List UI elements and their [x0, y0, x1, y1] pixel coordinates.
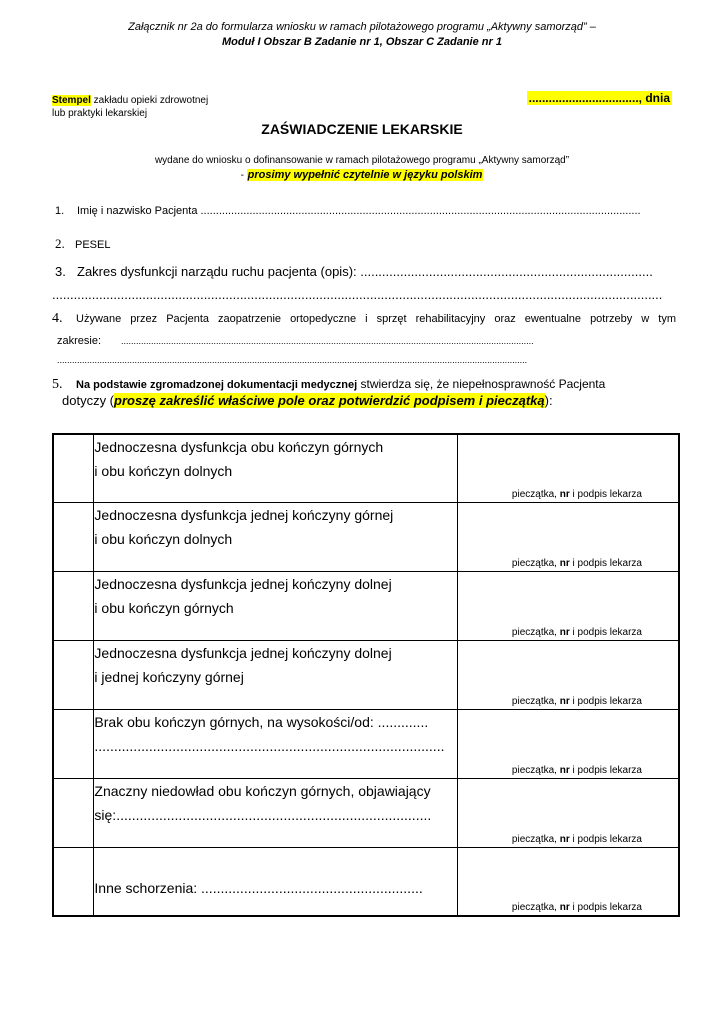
condition-description: [94, 434, 458, 502]
table-row: [53, 640, 679, 709]
dysfunction-scope-label: Zakres dysfunkcji narządu ruchu pacjenta (opis): .................................................................................: [77, 264, 653, 279]
orthopedic-equipment-line-2[interactable]: [57, 335, 679, 347]
signature-cell[interactable]: [458, 640, 679, 709]
signature-cell[interactable]: [458, 434, 679, 502]
selection-cell[interactable]: [53, 847, 94, 916]
orthopedic-equipment-line-3[interactable]: ............................................................................................................................................................................................: [57, 355, 528, 365]
statement-line-2-pre: dotyczy (: [62, 393, 115, 408]
signature-caption: pieczątka, nr i podpis lekarza: [511, 488, 642, 500]
header-line-1: Załącznik nr 2a do formularza wniosku w ramach pilotażowego programu „Aktywny samorząd” –: [128, 21, 596, 33]
pesel-field[interactable]: [55, 236, 110, 252]
field-number: 4.: [52, 311, 63, 326]
signature-caption: pieczątka, nr i podpis lekarza: [511, 695, 642, 707]
field-number: 2.: [55, 236, 65, 251]
signature-caption: pieczątka, nr i podpis lekarza: [511, 557, 642, 569]
selection-cell[interactable]: [53, 571, 94, 640]
table-row: [53, 709, 679, 778]
selection-cell[interactable]: [53, 640, 94, 709]
table-row: [53, 502, 679, 571]
patient-name-field[interactable]: [55, 205, 680, 217]
orthopedic-equipment-field[interactable]: [52, 311, 680, 327]
document-header: [0, 20, 724, 50]
table-row: [53, 847, 679, 916]
condition-line-1: Jednoczesna dysfunkcja jednej kończyny dolnej: [94, 575, 392, 592]
selection-cell[interactable]: [53, 778, 94, 847]
condition-description: [94, 847, 458, 916]
pesel-label: PESEL: [75, 239, 111, 251]
dysfunction-scope-line-2[interactable]: .........................................................................................................................................................................: [52, 287, 663, 302]
signature-caption: pieczątka, nr i podpis lekarza: [511, 626, 642, 638]
subtitle-dash: -: [240, 170, 247, 181]
scope-label: zakresie:: [57, 335, 102, 347]
statement-line-2-post: ):: [544, 393, 553, 408]
patient-name-label: Imię i nazwisko Pacjenta ................................................................................................................................................: [77, 205, 641, 217]
field-number: 1.: [55, 205, 65, 217]
selection-cell[interactable]: [53, 502, 94, 571]
statement-text: stwierdza się, że niepełnosprawność Pacjenta: [357, 377, 606, 391]
disability-statement-line-2: [62, 393, 553, 408]
condition-line-1: Znaczny niedowład obu kończyn górnych, objawiający: [94, 782, 431, 799]
statement-bold-text: Na podstawie zgromadzonej dokumentacji medycznej: [76, 379, 358, 391]
stamp-label: [52, 94, 208, 120]
condition-description: [94, 571, 458, 640]
signature-cell[interactable]: [458, 502, 679, 571]
stamp-text: zakładu opieki zdrowotnej: [90, 95, 209, 106]
condition-description: [94, 640, 458, 709]
condition-line-2: i obu kończyn dolnych: [94, 530, 233, 547]
table-row: [53, 434, 679, 502]
condition-line-1: Inne schorzenia: .........................................................: [94, 879, 423, 896]
stamp-highlight: Stempel: [52, 95, 91, 106]
selection-cell[interactable]: [53, 434, 94, 502]
condition-line-2: ..........................................................................................: [94, 737, 445, 754]
condition-line-1: Brak obu kończyn górnych, na wysokości/od: .............: [94, 713, 429, 730]
date-field[interactable]: ................................., dnia: [528, 91, 670, 105]
signature-caption: pieczątka, nr i podpis lekarza: [511, 833, 642, 845]
subtitle-line-1: wydane do wniosku o dofinansowanie w ramach pilotażowego programu „Aktywny samorząd”: [154, 155, 570, 166]
condition-description: [94, 502, 458, 571]
select-instruction-note: proszę zakreślić właściwe pole oraz potwierdzić podpisem i pieczątką: [114, 393, 545, 408]
signature-cell[interactable]: [458, 778, 679, 847]
selection-cell[interactable]: [53, 709, 94, 778]
condition-line-2: się:.................................................................................: [94, 806, 432, 823]
fill-instruction-note: prosimy wypełnić czytelnie w języku polskim: [247, 169, 483, 181]
header-line-2: Moduł I Obszar B Zadanie nr 1, Obszar C Zadanie nr 1: [222, 36, 502, 48]
disability-table: [52, 433, 680, 917]
signature-cell[interactable]: [458, 709, 679, 778]
subtitle: [0, 154, 724, 183]
scope-dots: .....................................................................................................................................................................: [121, 336, 534, 346]
signature-caption: pieczątka, nr i podpis lekarza: [511, 764, 642, 776]
table-row: [53, 778, 679, 847]
dysfunction-scope-field[interactable]: [55, 264, 680, 279]
condition-line-1: Jednoczesna dysfunkcja jednej kończyny dolnej: [94, 644, 392, 661]
condition-line-2: i obu kończyn dolnych: [94, 463, 233, 479]
signature-cell[interactable]: [458, 847, 679, 916]
page-title: ZAŚWIADCZENIE LEKARSKIE: [261, 121, 463, 137]
condition-line-2: i obu kończyn górnych: [94, 599, 234, 616]
condition-description: [94, 709, 458, 778]
condition-line-1: Jednoczesna dysfunkcja jednej kończyny górnej: [94, 506, 394, 523]
disability-statement: [52, 376, 680, 393]
condition-line-2: i jednej kończyny górnej: [94, 668, 244, 685]
orthopedic-equipment-text: Używane przez Pacjenta zaopatrzenie ortopedyczne i sprzęt rehabilitacyjny oraz ewentualne potrzeby w tym: [76, 313, 676, 325]
field-number: 5.: [52, 377, 63, 392]
condition-description: [94, 778, 458, 847]
signature-caption: pieczątka, nr i podpis lekarza: [511, 902, 642, 913]
table-row: [53, 571, 679, 640]
condition-line-1: Jednoczesna dysfunkcja obu kończyn górnych: [94, 439, 384, 455]
field-number: 3.: [55, 264, 66, 279]
signature-cell[interactable]: [458, 571, 679, 640]
stamp-text-line-2: lub praktyki lekarskiej: [52, 108, 148, 119]
